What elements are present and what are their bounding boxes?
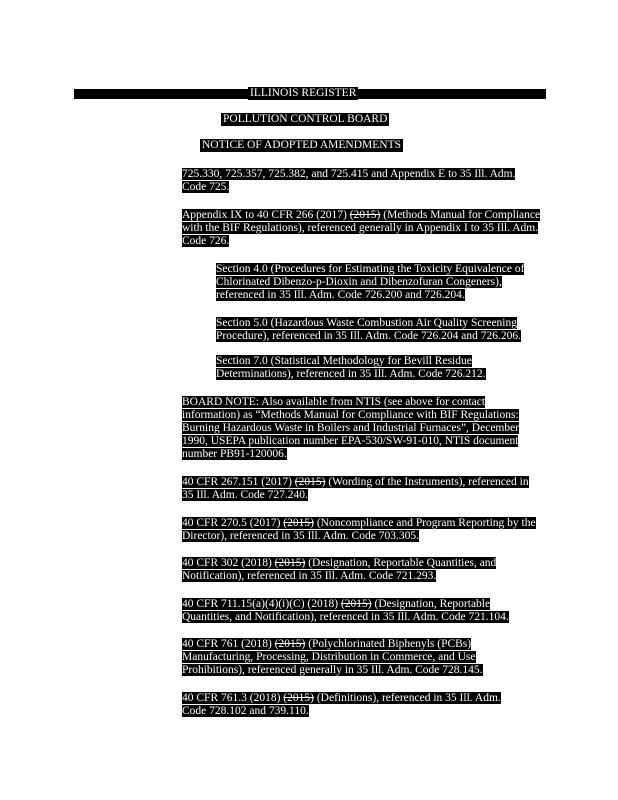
paragraph: 40 CFR 302 (2018) (2015) (Designation, Reportable Quantities, and Notification), referenced in 35 Ill. Adm. Code 721.293.: [182, 557, 497, 582]
paragraph: 40 CFR 711.15(a)(4)(i)(C) (2018) (2015) (Designation, Reportable Quantities, and Notification), referenced in 35 Ill. Adm. Code 721.104.: [182, 598, 509, 623]
paragraph: 725.330, 725.357, 725.382, and 725.415 and Appendix E to 35 Ill. Adm. Code 725.: [182, 168, 516, 193]
paragraph: 40 CFR 761.3 (2018) (2015) (Definitions), referenced in 35 Ill. Adm. Code 728.102 and 739.110.: [182, 692, 501, 717]
paragraph: Section 4.0 (Procedures for Estimating the Toxicity Equivalence of Chlorinated Dibenzo-p-Dioxin and Dibenzofuran Congeners), referenced in 35 Ill. Adm. Code 726.200 and 726.204.: [216, 263, 525, 301]
paragraph: Appendix IX to 40 CFR 266 (2017) (2015) (Methods Manual for Compliance with the BIF Regulations), referenced generally in Appendix I to 35 Ill. Adm. Code 726.: [182, 209, 541, 247]
board-title: POLLUTION CONTROL BOARD: [223, 113, 388, 125]
paragraph: 40 CFR 270.5 (2017) (2015) (Noncompliance and Program Reporting by the Director), referenced in 35 Ill. Adm. Code 703.305.: [182, 517, 536, 542]
paragraph: 40 CFR 761 (2018) (2015) (Polychlorinated Biphenyls (PCBs) Manufacturing, Processing, Distribution in Commerce, and Use Prohibitions), referenced generally in 35 Ill. Adm. Code 728.145.: [182, 638, 483, 676]
paragraph: Section 5.0 (Hazardous Waste Combustion Air Quality Screening Procedure), referenced in 35 Ill. Adm. Code 726.204 and 726.206.: [216, 317, 521, 342]
paragraph: 40 CFR 267.151 (2017) (2015) (Wording of the Instruments), referenced in 35 Ill. Adm. Code 727.240.: [182, 476, 529, 501]
notice-title: NOTICE OF ADOPTED AMENDMENTS: [202, 139, 402, 151]
paragraph: Section 7.0 (Statistical Methodology for Bevill Residue Determinations), referenced in 35 Ill. Adm. Code 726.212.: [216, 355, 486, 380]
board-note: BOARD NOTE: Also available from NTIS (see above for contact information) as “Methods Manual for Compliance with BIF Regulations: Burning Hazardous Waste in Boilers and Industrial Furnaces”, December 1990, USEPA publication number EPA-530/SW-91-010, NTIS document number PB91-120006.: [182, 396, 520, 460]
register-title: ILLINOIS REGISTER: [250, 87, 357, 99]
